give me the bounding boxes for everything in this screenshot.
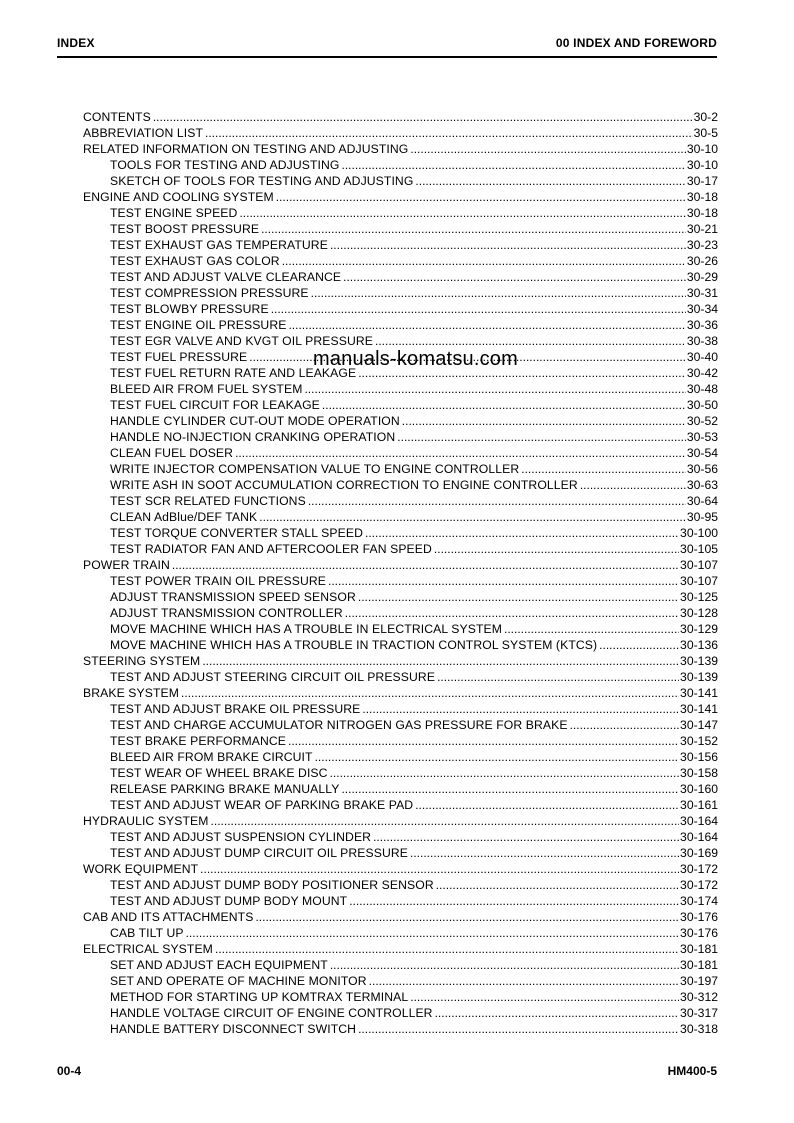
toc-entry-title: TEST EXHAUST GAS TEMPERATURE: [110, 238, 328, 252]
toc-entry-title: ENGINE AND COOLING SYSTEM: [83, 190, 274, 204]
toc-section-entry: [83, 861, 718, 877]
toc-subentry: [83, 445, 718, 461]
toc-subentry: [83, 285, 718, 301]
toc-entry-title: CAB AND ITS ATTACHMENTS: [83, 910, 254, 924]
toc-entry-title: TEST EGR VALVE AND KVGT OIL PRESSURE: [110, 334, 373, 348]
toc-entry-page: 30-95: [686, 510, 718, 524]
toc-entry-page: 30-2: [693, 110, 718, 124]
toc-dot-leader: [200, 861, 679, 877]
toc-dot-leader: [435, 1005, 679, 1021]
toc-entry-page: 30-100: [680, 526, 718, 540]
toc-entry-title: TEST BRAKE PERFORMANCE: [110, 734, 287, 748]
toc-entry-page: 30-50: [686, 398, 718, 412]
toc-entry-page: 30-107: [680, 574, 718, 588]
toc-entry-title: TEST RADIATOR FAN AND AFTERCOOLER FAN SPEED: [110, 542, 432, 556]
toc-dot-leader: [436, 877, 679, 893]
toc-dot-leader: [369, 973, 679, 989]
toc-entry-title: ADJUST TRANSMISSION CONTROLLER: [110, 606, 343, 620]
toc-entry-page: 30-136: [680, 638, 718, 652]
toc-subentry: [83, 797, 718, 813]
toc-entry-title: CONTENTS: [83, 110, 151, 124]
toc-entry-title: TEST AND ADJUST VALVE CLEARANCE: [110, 270, 342, 284]
toc-subentry: [83, 973, 718, 989]
toc-entry-title: TEST AND ADJUST STEERING CIRCUIT OIL PRESSURE: [110, 670, 436, 684]
toc-dot-leader: [153, 109, 693, 125]
toc-section-entry: [83, 189, 718, 205]
toc-subentry: [83, 717, 718, 733]
toc-subentry: [83, 157, 718, 173]
toc-section-entry: [83, 685, 718, 701]
toc-entry-page: 30-21: [686, 222, 718, 236]
toc-dot-leader: [397, 429, 686, 445]
toc-entry-page: 30-172: [680, 878, 718, 892]
toc-entry-title: TEST AND ADJUST DUMP CIRCUIT OIL PRESSURE: [110, 846, 409, 860]
toc-entry-title: TEST POWER TRAIN OIL PRESSURE: [110, 574, 326, 588]
toc-entry-page: 30-161: [680, 798, 718, 812]
toc-entry-title: RELATED INFORMATION ON TESTING AND ADJUSTING: [83, 142, 409, 156]
toc-section-entry: [83, 813, 718, 829]
toc-entry-page: 30-164: [680, 814, 718, 828]
toc-entry-title: BRAKE SYSTEM: [83, 686, 180, 700]
toc-entry-page: 30-317: [680, 1006, 718, 1020]
toc-dot-leader: [235, 445, 686, 461]
toc-entry-page: 30-152: [680, 734, 718, 748]
toc-dot-leader: [271, 301, 686, 317]
toc-entry-title: HANDLE BATTERY DISCONNECT SWITCH: [110, 1022, 357, 1036]
page-footer: [57, 1064, 717, 1078]
toc-subentry: [83, 477, 718, 493]
toc-subentry: [83, 701, 718, 717]
toc-entry-title: TEST AND ADJUST SUSPENSION CYLINDER: [110, 830, 372, 844]
toc-subentry: [83, 237, 718, 253]
toc-subentry: [83, 413, 718, 429]
toc-entry-page: 30-107: [680, 558, 718, 572]
toc-entry-title: RELEASE PARKING BRAKE MANUALLY: [110, 782, 340, 796]
toc-entry-page: 30-56: [686, 462, 718, 476]
toc-entry-page: 30-128: [680, 606, 718, 620]
toc-subentry: [83, 829, 718, 845]
toc-subentry: [83, 253, 718, 269]
toc-entry-title: STEERING SYSTEM: [83, 654, 201, 668]
toc-entry-title: ELECTRICAL SYSTEM: [83, 942, 213, 956]
toc-dot-leader: [570, 717, 679, 733]
toc-entry-page: 30-141: [680, 702, 718, 716]
toc-entry-title: CAB TILT UP: [110, 926, 184, 940]
toc-subentry: [83, 605, 718, 621]
toc-dot-leader: [276, 189, 686, 205]
toc-subentry: [83, 893, 718, 909]
toc-entry-title: HANDLE CYLINDER CUT-OUT MODE OPERATION: [110, 414, 400, 428]
toc-dot-leader: [311, 285, 686, 301]
toc-dot-leader: [205, 125, 693, 141]
toc-subentry: [83, 221, 718, 237]
toc-dot-leader: [181, 685, 679, 701]
toc-entry-page: 30-10: [686, 142, 718, 156]
model-number: HM400-5: [667, 1064, 717, 1078]
toc-entry-page: 30-52: [686, 414, 718, 428]
toc-entry-title: TEST AND ADJUST DUMP BODY POSITIONER SENSOR: [110, 878, 434, 892]
toc-entry-page: 30-176: [680, 926, 718, 940]
toc-dot-leader: [373, 829, 679, 845]
toc-entry-page: 30-23: [686, 238, 718, 252]
toc-dot-leader: [322, 397, 686, 413]
toc-entry-title: TEST SCR RELATED FUNCTIONS: [110, 494, 306, 508]
toc-section-entry: [83, 653, 718, 669]
toc-dot-leader: [172, 557, 679, 573]
toc-entry-title: MOVE MACHINE WHICH HAS A TROUBLE IN TRACTION CONTROL SYSTEM (KTCS): [110, 638, 598, 652]
toc-entry-page: 30-160: [680, 782, 718, 796]
toc-dot-leader: [304, 381, 685, 397]
toc-entry-page: 30-26: [686, 254, 718, 268]
toc-dot-leader: [410, 141, 685, 157]
toc-subentry: [83, 525, 718, 541]
toc-entry-title: TEST COMPRESSION PRESSURE: [110, 286, 309, 300]
toc-dot-leader: [330, 765, 679, 781]
toc-dot-leader: [288, 733, 679, 749]
toc-entry-page: 30-53: [686, 430, 718, 444]
toc-entry-title: TEST BLOWBY PRESSURE: [110, 302, 269, 316]
toc-entry-page: 30-63: [686, 478, 718, 492]
toc-subentry: [83, 925, 718, 941]
toc-subentry: [83, 205, 718, 221]
toc-subentry: [83, 173, 718, 189]
toc-entry-title: MOVE MACHINE WHICH HAS A TROUBLE IN ELECTRICAL SYSTEM: [110, 622, 502, 636]
toc-dot-leader: [288, 317, 685, 333]
toc-entry-title: TEST EXHAUST GAS COLOR: [110, 254, 280, 268]
toc-entry-title: TEST FUEL CIRCUIT FOR LEAKAGE: [110, 398, 320, 412]
toc-entry-title: TEST AND ADJUST BRAKE OIL PRESSURE: [110, 702, 361, 716]
toc-dot-leader: [330, 237, 686, 253]
toc-entry-page: 30-176: [680, 910, 718, 924]
header-section-label: INDEX: [57, 36, 95, 50]
toc-subentry: [83, 317, 718, 333]
toc-section-entry: [83, 909, 718, 925]
toc-subentry: [83, 429, 718, 445]
toc-subentry: [83, 845, 718, 861]
toc-dot-leader: [308, 493, 686, 509]
toc-subentry: [83, 957, 718, 973]
toc-section-entry: [83, 557, 718, 573]
toc-entry-page: 30-169: [680, 846, 718, 860]
toc-entry-title: WRITE ASH IN SOOT ACCUMULATION CORRECTION TO ENGINE CONTROLLER: [110, 478, 578, 492]
toc-dot-leader: [211, 813, 680, 829]
toc-dot-leader: [343, 269, 686, 285]
toc-subentry: [83, 765, 718, 781]
toc-dot-leader: [402, 413, 686, 429]
toc-entry-page: 30-156: [680, 750, 718, 764]
toc-entry-page: 30-18: [686, 190, 718, 204]
toc-entry-title: HYDRAULIC SYSTEM: [83, 814, 209, 828]
toc-subentry: [83, 1021, 718, 1037]
toc-subentry: [83, 541, 718, 557]
toc-dot-leader: [437, 669, 679, 685]
toc-entry-page: 30-40: [686, 350, 718, 364]
toc-subentry: [83, 461, 718, 477]
toc-entry-title: HANDLE NO-INJECTION CRANKING OPERATION: [110, 430, 396, 444]
toc-entry-title: TEST ENGINE SPEED: [110, 206, 238, 220]
toc-dot-leader: [259, 509, 686, 525]
toc-subentry: [83, 877, 718, 893]
toc-subentry: [83, 493, 718, 509]
toc-entry-page: 30-158: [680, 766, 718, 780]
toc-dot-leader: [362, 701, 679, 717]
toc-entry-page: 30-164: [680, 830, 718, 844]
toc-entry-page: 30-174: [680, 894, 718, 908]
toc-entry-page: 30-318: [680, 1022, 718, 1036]
toc-dot-leader: [239, 205, 685, 221]
toc-entry-page: 30-18: [686, 206, 718, 220]
toc-entry-title: TEST FUEL RETURN RATE AND LEAKAGE: [110, 366, 357, 380]
toc-dot-leader: [315, 749, 679, 765]
toc-dot-leader: [349, 893, 679, 909]
toc-entry-page: 30-105: [680, 542, 718, 556]
toc-dot-leader: [358, 1021, 679, 1037]
toc-section-entry: [83, 141, 718, 157]
toc-dot-leader: [365, 525, 679, 541]
toc-entry-page: 30-139: [680, 670, 718, 684]
toc-dot-leader: [330, 957, 679, 973]
toc-dot-leader: [504, 621, 679, 637]
toc-entry-title: ADJUST TRANSMISSION SPEED SENSOR: [110, 590, 356, 604]
toc-dot-leader: [410, 989, 679, 1005]
toc-subentry: [83, 589, 718, 605]
toc-entry-title: TEST AND ADJUST WEAR OF PARKING BRAKE PAD: [110, 798, 414, 812]
toc-entry-title: TEST FUEL PRESSURE: [110, 350, 248, 364]
toc-section-entry: [83, 941, 718, 957]
toc-entry-title: TEST ENGINE OIL PRESSURE: [110, 318, 287, 332]
toc-entry-title: TEST TORQUE CONVERTER STALL SPEED: [110, 526, 363, 540]
toc-dot-leader: [342, 157, 686, 173]
toc-entry-title: TEST AND ADJUST DUMP BODY MOUNT: [110, 894, 348, 908]
toc-dot-leader: [282, 253, 686, 269]
toc-subentry: [83, 1005, 718, 1021]
page-header: [57, 36, 717, 58]
toc-entry-page: 30-312: [680, 990, 718, 1004]
toc-subentry: [83, 397, 718, 413]
toc-section-entry: [83, 125, 718, 141]
toc-entry-page: 30-139: [680, 654, 718, 668]
toc-dot-leader: [345, 605, 679, 621]
toc-entry-title: HANDLE VOLTAGE CIRCUIT OF ENGINE CONTROLLER: [110, 1006, 433, 1020]
toc-entry-title: CLEAN AdBlue/DEF TANK: [110, 510, 258, 524]
toc-entry-title: SET AND OPERATE OF MACHINE MONITOR: [110, 974, 367, 988]
toc-entry-title: TEST BOOST PRESSURE: [110, 222, 260, 236]
toc-entry-title: WORK EQUIPMENT: [83, 862, 199, 876]
toc-entry-title: BLEED AIR FROM FUEL SYSTEM: [110, 382, 303, 396]
toc-entry-title: BLEED AIR FROM BRAKE CIRCUIT: [110, 750, 313, 764]
toc-subentry: [83, 781, 718, 797]
toc-entry-title: TEST WEAR OF WHEEL BRAKE DISC: [110, 766, 328, 780]
toc-entry-page: 30-34: [686, 302, 718, 316]
toc-subentry: [83, 733, 718, 749]
toc-entry-title: SET AND ADJUST EACH EQUIPMENT: [110, 958, 328, 972]
toc-dot-leader: [328, 573, 679, 589]
watermark-text: manuals-komatsu.com: [313, 348, 518, 370]
toc-entry-page: 30-54: [686, 446, 718, 460]
toc-entry-title: CLEAN FUEL DOSER: [110, 446, 234, 460]
toc-entry-page: 30-147: [680, 718, 718, 732]
toc-entry-title: TEST AND CHARGE ACCUMULATOR NITROGEN GAS PRESSURE FOR BRAKE: [110, 718, 568, 732]
toc-dot-leader: [415, 797, 679, 813]
toc-subentry: [83, 573, 718, 589]
toc-entry-page: 30-17: [686, 174, 718, 188]
toc-dot-leader: [580, 477, 686, 493]
toc-entry-title: POWER TRAIN: [83, 558, 170, 572]
toc-dot-leader: [415, 173, 685, 189]
toc-dot-leader: [375, 333, 686, 349]
toc-dot-leader: [358, 589, 679, 605]
toc-dot-leader: [186, 925, 679, 941]
toc-dot-leader: [261, 221, 686, 237]
toc-entry-page: 30-125: [680, 590, 718, 604]
toc-entry-title: METHOD FOR STARTING UP KOMTRAX TERMINAL: [110, 990, 409, 1004]
toc-dot-leader: [410, 845, 679, 861]
toc-subentry: [83, 621, 718, 637]
toc-subentry: [83, 381, 718, 397]
toc-dot-leader: [521, 461, 686, 477]
toc-dot-leader: [202, 653, 679, 669]
toc-entry-page: 30-141: [680, 686, 718, 700]
toc-entry-page: 30-10: [686, 158, 718, 172]
toc-section-entry: [83, 109, 718, 125]
toc-subentry: [83, 301, 718, 317]
toc-entry-page: 30-5: [693, 126, 718, 140]
toc-dot-leader: [215, 941, 679, 957]
page-number: 00-4: [57, 1064, 82, 1078]
toc-subentry: [83, 669, 718, 685]
toc-entry-title: ABBREVIATION LIST: [83, 126, 203, 140]
toc-subentry: [83, 333, 718, 349]
toc-entry-page: 30-31: [686, 286, 718, 300]
toc-dot-leader: [434, 541, 679, 557]
toc-entry-page: 30-29: [686, 270, 718, 284]
toc-entry-page: 30-181: [680, 958, 718, 972]
toc-subentry: [83, 509, 718, 525]
header-chapter-title: 00 INDEX AND FOREWORD: [555, 36, 717, 50]
table-of-contents: [83, 109, 718, 1037]
toc-subentry: [83, 989, 718, 1005]
toc-subentry: [83, 749, 718, 765]
toc-entry-page: 30-36: [686, 318, 718, 332]
toc-subentry: [83, 269, 718, 285]
toc-entry-page: 30-42: [686, 366, 718, 380]
toc-dot-leader: [341, 781, 679, 797]
toc-entry-page: 30-129: [680, 622, 718, 636]
toc-entry-title: TOOLS FOR TESTING AND ADJUSTING: [110, 158, 340, 172]
toc-dot-leader: [255, 909, 679, 925]
toc-entry-page: 30-64: [686, 494, 718, 508]
toc-entry-title: SKETCH OF TOOLS FOR TESTING AND ADJUSTING: [110, 174, 414, 188]
toc-entry-page: 30-181: [680, 942, 718, 956]
toc-entry-page: 30-197: [680, 974, 718, 988]
toc-dot-leader: [599, 637, 679, 653]
toc-entry-page: 30-38: [686, 334, 718, 348]
toc-entry-title: WRITE INJECTOR COMPENSATION VALUE TO ENGINE CONTROLLER: [110, 462, 520, 476]
toc-entry-page: 30-48: [686, 382, 718, 396]
toc-subentry: [83, 637, 718, 653]
toc-entry-page: 30-172: [680, 862, 718, 876]
